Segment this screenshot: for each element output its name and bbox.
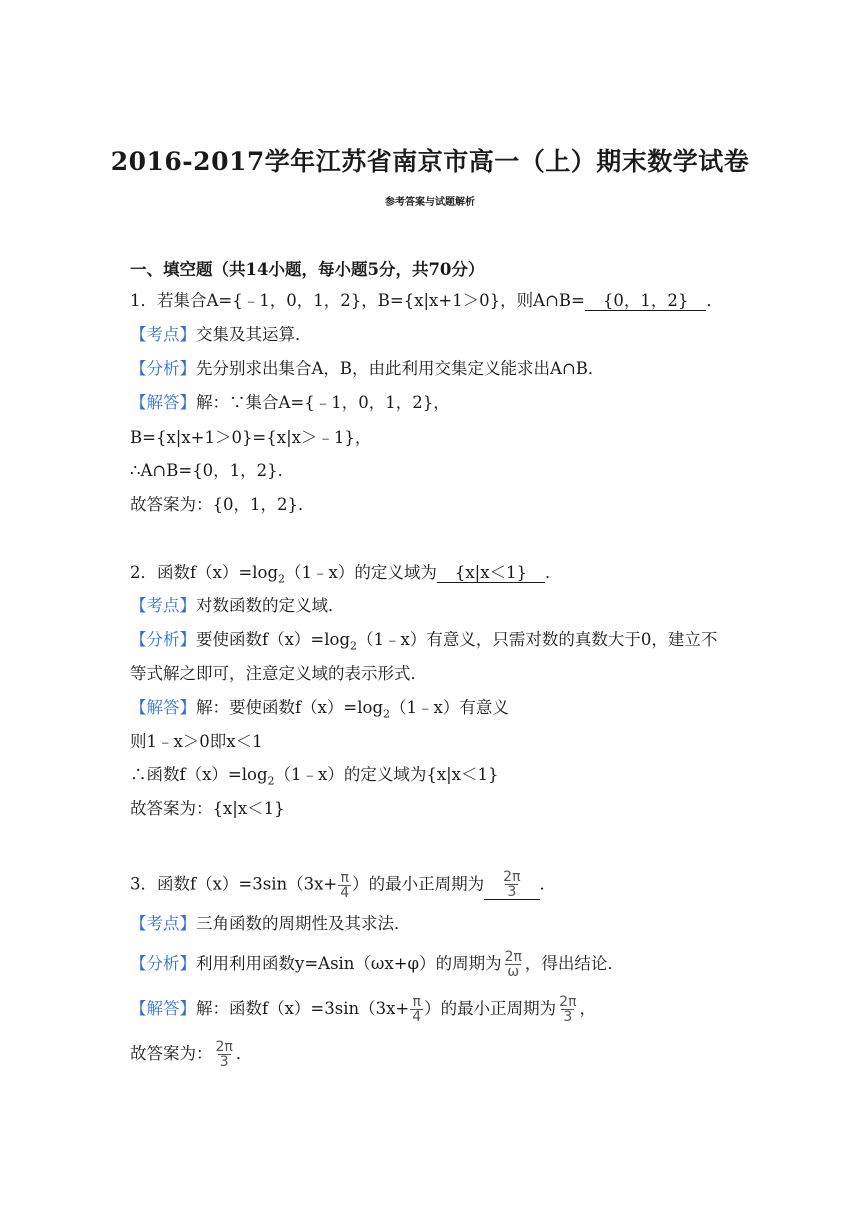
q3-jieda-tag: 【解答】 <box>130 999 196 1018</box>
q1-kaodian <box>130 324 750 346</box>
q3-kaodian-tag: 【考点】 <box>130 914 196 933</box>
q3-jieda-fraction <box>410 995 423 1024</box>
q2-log-base: 2 <box>278 572 286 586</box>
q3-stem <box>130 870 750 900</box>
q3-kaodian <box>130 913 750 935</box>
q2-fenxi-tag: 【分析】 <box>130 630 196 649</box>
q2-stem-text: 2．函数f（x）=log <box>130 563 279 582</box>
q2-jieda-line1-b: （1﹣x）有意义 <box>390 698 509 717</box>
q2-kaodian <box>130 595 750 617</box>
q2-jieda-line3-log-base: 2 <box>267 774 275 788</box>
q2-stem <box>130 562 750 590</box>
page-subtitle: 参考答案与试题解析 <box>385 197 475 208</box>
q1-final-answer: 故答案为：{0，1，2}． <box>130 495 315 514</box>
q1-jieda-tag: 【解答】 <box>130 393 196 412</box>
q1-fenxi <box>130 358 750 380</box>
q3-stem-end: ． <box>539 874 556 894</box>
q1-fenxi-text: 先分别求出集合A，B，由此利用交集定义能求出A∩B． <box>196 359 605 378</box>
fraction-denominator: 4 <box>412 1009 422 1025</box>
q2-jieda-line1: 解：要使函数f（x）=log <box>196 698 384 717</box>
q2-kaodian-text: 对数函数的定义域． <box>196 596 345 615</box>
q2-jieda-line2: 则1﹣x＞0即x＜1 <box>130 732 263 751</box>
q3-fenxi <box>130 950 750 979</box>
fraction-denominator: 4 <box>340 884 350 901</box>
q3-final-fraction <box>214 1040 235 1069</box>
q2-stem-text-b: （1﹣x）的定义域为 <box>285 563 437 582</box>
fraction-numerator: 2π <box>503 869 521 885</box>
q3-jieda-text-b: ）的最小正周期为 <box>424 999 557 1018</box>
q1-stem-end: ． <box>706 291 723 310</box>
q3-stem-text: 3．函数f（x）=3sin（3x+ <box>130 874 338 894</box>
q1-fenxi-tag: 【分析】 <box>130 359 196 378</box>
q3-final-answer <box>130 1040 750 1069</box>
q2-fenxi-text: 要使函数f（x）=log <box>196 630 351 649</box>
fraction-numerator: 2π <box>215 1039 233 1055</box>
q3-kaodian-text: 三角函数的周期性及其求法． <box>196 914 411 933</box>
q1-jieda <box>130 392 750 414</box>
q3-jieda <box>130 995 750 1024</box>
q3-jieda-answer-fraction <box>557 995 578 1024</box>
q2-answer-blank: {x|x＜1} <box>437 564 545 583</box>
fraction-denominator: 3 <box>507 884 517 900</box>
q2-final-answer: 故答案为：{x|x＜1} <box>130 799 285 818</box>
q1-stem-text: 1．若集合A={﹣1，0，1，2}，B={x|x+1＞0}，则A∩B= <box>130 291 585 310</box>
fraction-denominator: 3 <box>219 1054 229 1070</box>
fraction-numerator: 2π <box>559 994 577 1010</box>
q3-stem-fraction <box>338 871 351 900</box>
q2-jieda-line3 <box>130 764 750 792</box>
fraction-numerator: π <box>340 869 349 886</box>
q3-answer-blank <box>484 870 539 900</box>
q2-jieda <box>130 697 750 725</box>
q1-kaodian-tag: 【考点】 <box>130 325 196 344</box>
q3-fenxi-fraction <box>503 950 524 979</box>
q2-kaodian-tag: 【考点】 <box>130 596 196 615</box>
q2-fenxi-log-base: 2 <box>350 639 358 653</box>
q1-jieda-line1: 解：∵集合A={﹣1，0，1，2}， <box>196 393 450 412</box>
q1-answer-blank: {0，1，2} <box>585 292 707 311</box>
page-title: 2016-2017学年江苏省南京市高一（上）期末数学试卷 <box>110 147 750 176</box>
fraction-numerator: 2π <box>504 949 522 965</box>
q2-fenxi-line2: 等式解之即可，注意定义域的表示形式． <box>130 664 427 683</box>
q2-jieda-log-base: 2 <box>383 707 391 721</box>
q2-fenxi <box>130 629 750 657</box>
q3-stem-text-b: ）的最小正周期为 <box>352 874 485 894</box>
q2-jieda-line3-a: ∴函数f（x）=log <box>130 765 268 784</box>
q1-jieda-line2: B={x|x+1＞0}={x|x＞﹣1}， <box>130 428 372 447</box>
q1-stem <box>130 290 750 312</box>
fraction-denominator: ω <box>507 964 520 980</box>
q3-answer-text: 故答案为： <box>130 1044 213 1063</box>
fraction-numerator: π <box>412 994 421 1010</box>
q3-fenxi-tag: 【分析】 <box>130 954 196 973</box>
q3-jieda-text: 解：函数f（x）=3sin（3x+ <box>196 999 410 1018</box>
q3-fenxi-text-b: ，得出结论． <box>524 954 624 973</box>
q1-kaodian-text: 交集及其运算． <box>196 325 312 344</box>
q3-answer-end: ． <box>235 1044 253 1063</box>
section-heading: 一、填空题（共14小题，每小题5分，共70分） <box>130 260 485 279</box>
q2-fenxi-text-b: （1﹣x）有意义，只需对数的真数大于0，建立不 <box>357 630 718 649</box>
q1-jieda-line3: ∴A∩B={0，1，2}． <box>130 461 295 480</box>
q2-jieda-tag: 【解答】 <box>130 698 196 717</box>
fraction-denominator: 3 <box>563 1009 573 1025</box>
q3-jieda-end: ， <box>579 999 597 1018</box>
q3-fenxi-text: 利用利用函数y=Asin（ωx+φ）的周期为 <box>196 954 502 973</box>
q2-stem-end: ． <box>545 563 562 582</box>
q3-answer-fraction <box>501 870 522 899</box>
q2-jieda-line3-b: （1﹣x）的定义域为{x|x＜1} <box>274 765 499 784</box>
